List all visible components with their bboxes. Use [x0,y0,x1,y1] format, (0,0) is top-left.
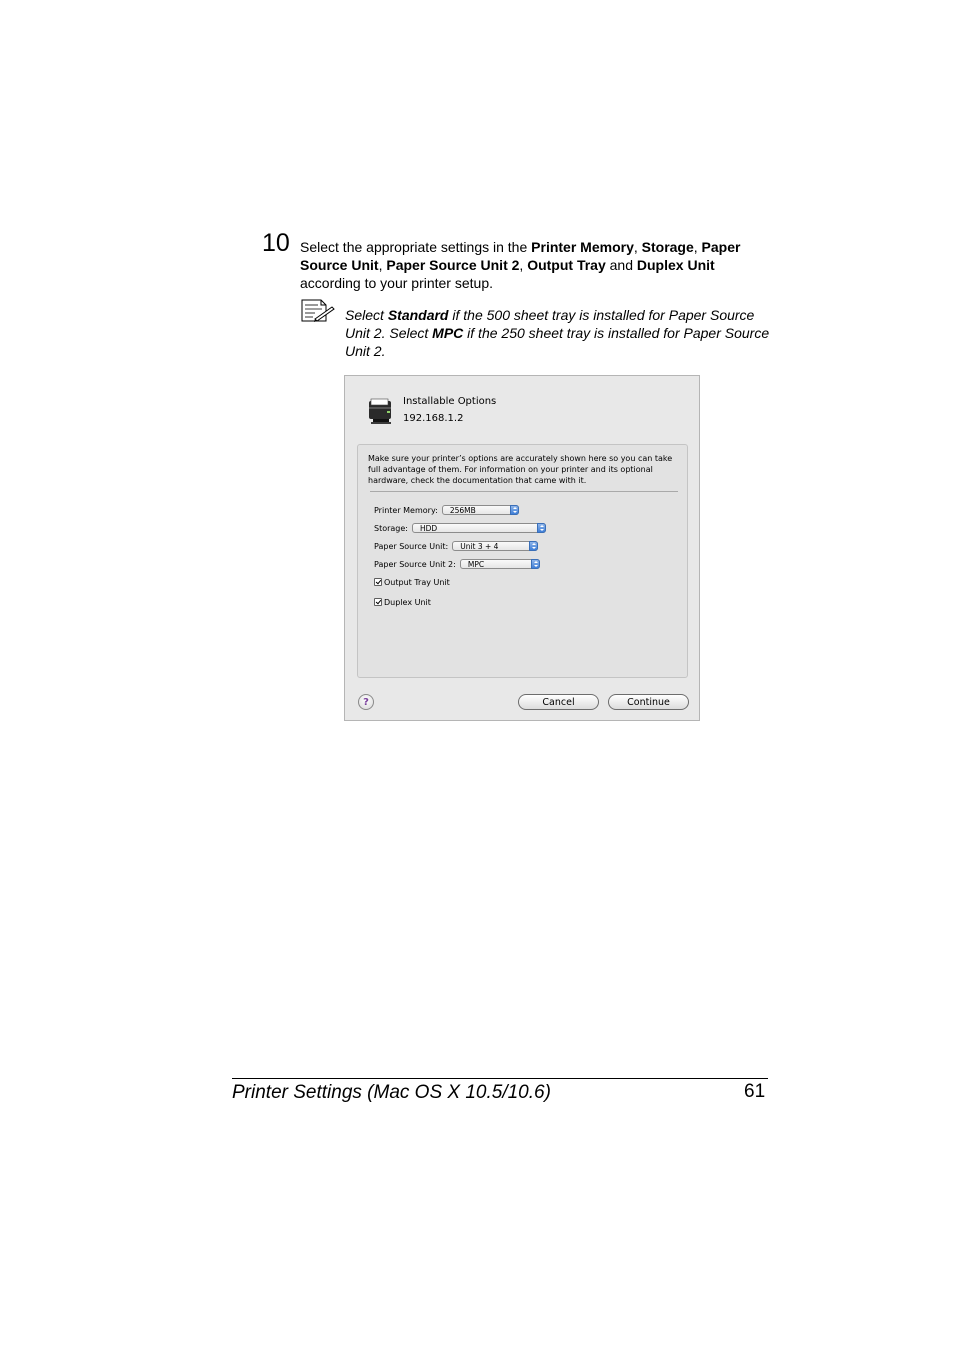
output-tray-unit-row [374,576,450,588]
popup-arrows-icon [510,505,519,515]
paper-source-unit-2-row [374,558,540,570]
separator [370,491,678,492]
note-text: Select Standard if the 500 sheet tray is installed for Paper Source Unit 2. Select MPC if the 250 sheet tray is installed for Paper Source Unit 2. [345,307,770,359]
storage-row [374,522,546,534]
printer-memory-row [374,504,519,516]
duplex-unit-label: Duplex Unit [384,597,431,607]
printer-ip-address: 192.168.1.2 [403,413,464,424]
popup-arrows-icon [531,559,540,569]
paper-source-unit-2-popup[interactable] [460,559,540,569]
printer-memory-value: 256MB [449,505,476,515]
footer-rule [232,1078,768,1079]
duplex-unit-checkbox[interactable] [374,598,382,606]
dialog-description: Make sure your printer’s options are accurately shown here so you can take full advantage of them. For information on your printer and its optional hardware, check the documentation that came with it. [368,454,673,485]
storage-label: Storage: [374,523,408,533]
page-number: 61 [744,1081,766,1102]
popup-arrows-icon [537,523,546,533]
step-number: 10 [262,229,290,257]
continue-button[interactable]: Continue [608,694,689,710]
storage-value: HDD [420,523,438,533]
paper-source-unit-label: Paper Source Unit: [374,541,449,551]
options-panel [357,444,688,678]
paper-source-unit-value: Unit 3 + 4 [460,541,499,551]
paper-source-unit-row [374,540,538,552]
step-instruction: Select the appropriate settings in the Printer Memory, Storage, Paper Source Unit, Paper Source Unit 2, Output Tray and Duplex Unit according to your printer setup. [300,239,741,291]
output-tray-unit-label: Output Tray Unit [384,577,450,587]
installable-options-dialog [344,375,700,721]
printer-memory-label: Printer Memory: [374,505,438,515]
storage-popup[interactable] [412,523,546,533]
printer-icon [365,395,397,427]
help-button[interactable]: ? [358,694,374,710]
note-pencil-icon [301,299,335,323]
dialog-title: Installable Options [403,396,497,407]
duplex-unit-row [374,596,431,608]
paper-source-unit-popup[interactable] [452,541,538,551]
paper-source-unit-2-value: MPC [467,559,485,569]
paper-source-unit-2-label: Paper Source Unit 2: [374,559,456,569]
footer-title: Printer Settings (Mac OS X 10.5/10.6) [232,1082,551,1103]
popup-arrows-icon [529,541,538,551]
printer-memory-popup[interactable] [442,505,519,515]
output-tray-unit-checkbox[interactable] [374,578,382,586]
cancel-button[interactable]: Cancel [518,694,599,710]
